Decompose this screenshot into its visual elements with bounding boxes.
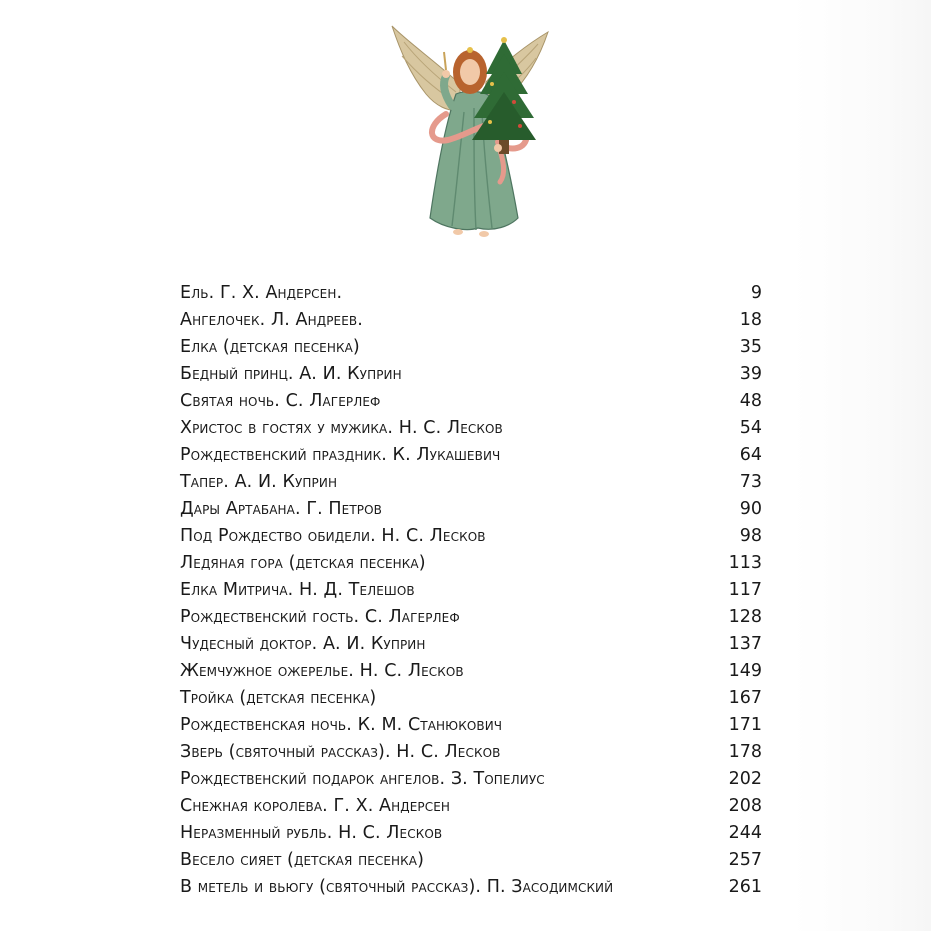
- toc-entry: [180, 631, 762, 658]
- toc-story-author: П. Засодимский: [486, 877, 614, 897]
- toc-entry: [180, 793, 762, 820]
- toc-entry-title: [180, 847, 424, 874]
- toc-entry-title: [180, 712, 502, 739]
- toc-story-title: Снежная королева.: [180, 796, 328, 816]
- toc-story-title: Ангелочек.: [180, 310, 266, 330]
- toc-page-number: 98: [739, 526, 762, 546]
- toc-entry-title: [180, 739, 500, 766]
- toc-story-title: В метель и вьюгу (святочный рассказ).: [180, 877, 482, 897]
- toc-entry-title: [180, 766, 545, 793]
- toc-entry: [180, 820, 762, 847]
- toc-story-author: А. И. Куприн: [234, 472, 338, 492]
- toc-story-author: З. Топелиус: [450, 769, 545, 789]
- toc-story-title: Рождественская ночь.: [180, 715, 352, 735]
- toc-story-title: Зверь (святочный рассказ).: [180, 742, 391, 762]
- toc-page-number: 39: [739, 364, 762, 384]
- toc-story-title: Христос в гостях у мужика.: [180, 418, 394, 438]
- toc-entry: [180, 361, 762, 388]
- toc-story-title: Елка Митрича.: [180, 580, 294, 600]
- toc-page-number: 128: [728, 607, 762, 627]
- toc-entry-title: [180, 820, 442, 847]
- toc-entry-title: [180, 442, 500, 469]
- toc-page-number: 18: [739, 310, 762, 330]
- toc-page-number: 261: [728, 877, 762, 897]
- toc-entry: [180, 712, 762, 739]
- toc-page-number: 167: [728, 688, 762, 708]
- toc-story-author: А. И. Куприн: [322, 634, 426, 654]
- toc-page-number: 178: [728, 742, 762, 762]
- toc-page-number: 137: [728, 634, 762, 654]
- toc-entry-title: [180, 604, 460, 631]
- toc-entry: [180, 550, 762, 577]
- toc-page-number: 149: [728, 661, 762, 681]
- toc-story-title: Дары Артабана.: [180, 499, 301, 519]
- toc-story-author: С. Лагерлеф: [285, 391, 381, 411]
- toc-page-number: 113: [728, 553, 762, 573]
- toc-entry: [180, 739, 762, 766]
- toc-story-author: Г. Х. Андерсен.: [219, 283, 343, 303]
- table-of-contents: [180, 280, 762, 901]
- toc-story-title: Рождественский гость.: [180, 607, 360, 627]
- toc-story-author: Н. С. Лесков: [396, 742, 501, 762]
- toc-entry: [180, 577, 762, 604]
- toc-entry-title: [180, 631, 426, 658]
- toc-page-number: 117: [728, 580, 762, 600]
- toc-entry-title: [180, 415, 503, 442]
- toc-story-title: Жемчужное ожерелье.: [180, 661, 354, 681]
- toc-story-title: Бедный принц.: [180, 364, 294, 384]
- toc-entry-title: [180, 307, 363, 334]
- toc-entry: [180, 334, 762, 361]
- toc-entry: [180, 469, 762, 496]
- toc-story-title: Тройка (детская песенка): [180, 688, 377, 708]
- toc-entry: [180, 496, 762, 523]
- toc-entry-title: [180, 874, 613, 901]
- toc-entry: [180, 280, 762, 307]
- toc-story-title: Рождественский подарок ангелов.: [180, 769, 446, 789]
- toc-entry-title: [180, 658, 464, 685]
- toc-story-author: Г. Х. Андерсен: [333, 796, 451, 816]
- toc-story-author: К. Лукашевич: [392, 445, 501, 465]
- toc-page-number: 208: [728, 796, 762, 816]
- toc-story-author: Н. С. Лесков: [381, 526, 486, 546]
- toc-entry-title: [180, 361, 402, 388]
- toc-story-title: Неразменный рубль.: [180, 823, 333, 843]
- toc-page-number: 171: [728, 715, 762, 735]
- toc-page-number: 90: [739, 499, 762, 519]
- toc-page-number: 35: [739, 337, 762, 357]
- page-edge-shading: [792, 0, 931, 931]
- toc-page-number: 54: [739, 418, 762, 438]
- toc-story-author: К. М. Станюкович: [357, 715, 503, 735]
- toc-story-title: Елка (детская песенка): [180, 337, 360, 357]
- toc-story-author: Н. С. Лесков: [398, 418, 503, 438]
- face-shape: [460, 59, 480, 85]
- toc-page-number: 73: [739, 472, 762, 492]
- toc-story-title: Под Рождество обидели.: [180, 526, 376, 546]
- toc-entry: [180, 847, 762, 874]
- toc-story-title: Рождественский праздник.: [180, 445, 387, 465]
- toc-story-author: Л. Андреев.: [270, 310, 363, 330]
- toc-entry: [180, 415, 762, 442]
- toc-entry: [180, 766, 762, 793]
- toc-entry: [180, 442, 762, 469]
- toc-entry: [180, 685, 762, 712]
- toc-entry: [180, 658, 762, 685]
- toc-entry: [180, 307, 762, 334]
- toc-entry: [180, 523, 762, 550]
- toc-page-number: 202: [728, 769, 762, 789]
- angel-with-christmas-tree-icon: [386, 22, 554, 244]
- toc-entry-title: [180, 577, 415, 604]
- toc-entry: [180, 388, 762, 415]
- toc-page-number: 48: [739, 391, 762, 411]
- toc-story-author: Н. Д. Телешов: [298, 580, 415, 600]
- toc-entry: [180, 874, 762, 901]
- toc-entry-title: [180, 496, 382, 523]
- toc-entry-title: [180, 388, 380, 415]
- toc-entry-title: [180, 685, 376, 712]
- toc-story-title: Ель.: [180, 283, 215, 303]
- toc-story-title: Чудесный доктор.: [180, 634, 318, 654]
- toc-story-author: А. И. Куприн: [299, 364, 402, 384]
- toc-entry-title: [180, 469, 337, 496]
- toc-entry-title: [180, 523, 486, 550]
- toc-story-author: Н. С. Лесков: [338, 823, 443, 843]
- toc-page-number: 9: [750, 283, 762, 303]
- toc-entry-title: [180, 280, 342, 307]
- toc-story-title: Святая ночь.: [180, 391, 280, 411]
- toc-story-author: С. Лагерлеф: [364, 607, 460, 627]
- toc-entry-title: [180, 793, 450, 820]
- toc-entry: [180, 604, 762, 631]
- toc-page-number: 64: [739, 445, 762, 465]
- toc-story-author: Н. С. Лесков: [359, 661, 464, 681]
- toc-page-number: 257: [728, 850, 762, 870]
- toc-story-title: Весело сияет (детская песенка): [180, 850, 425, 870]
- toc-story-author: Г. Петров: [306, 499, 383, 519]
- toc-story-title: Ледяная гора (детская песенка): [180, 553, 426, 573]
- toc-story-title: Тапер.: [180, 472, 229, 492]
- toc-entry-title: [180, 550, 426, 577]
- toc-page-number: 244: [728, 823, 762, 843]
- toc-entry-title: [180, 334, 360, 361]
